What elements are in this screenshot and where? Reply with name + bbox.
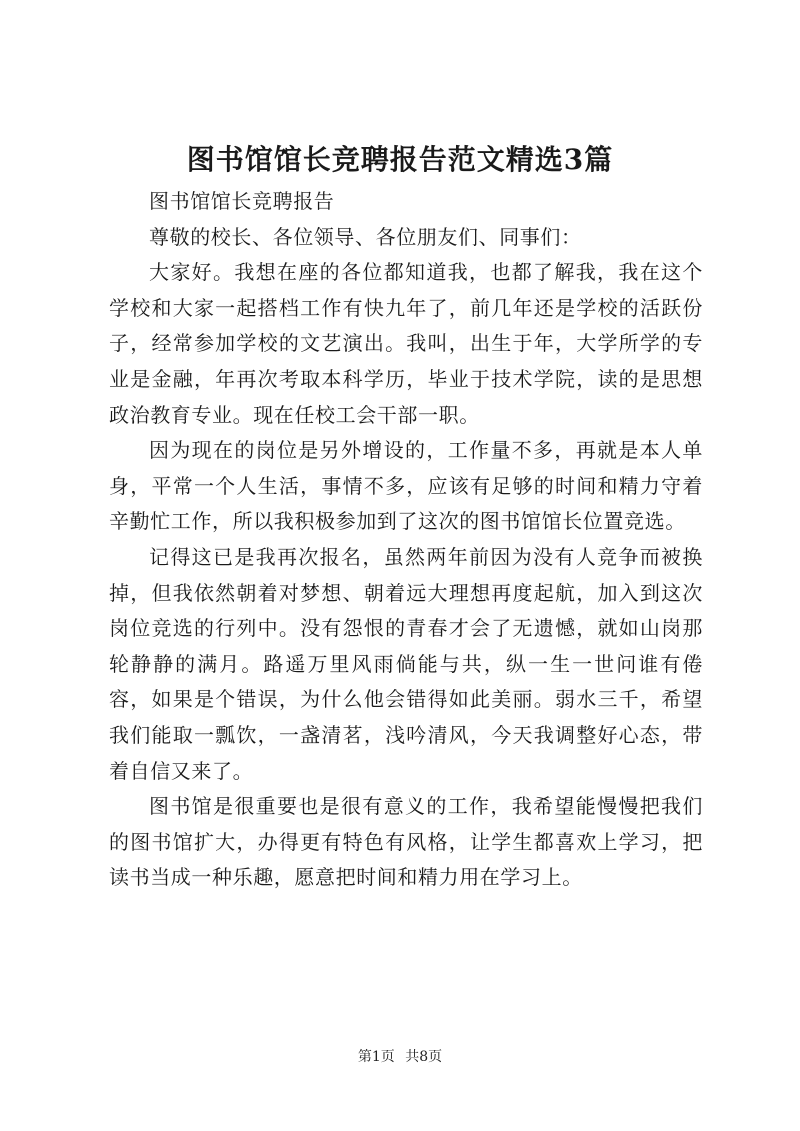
page-footer xyxy=(0,1047,800,1067)
page-total: 共8页 xyxy=(405,1049,443,1065)
paragraph-introduction: 大家好。我想在座的各位都知道我，也都了解我，我在这个学校和大家一起搭档工作有快九年了，前几年还是学校的活跃份子，经常参加学校的文艺演出。我叫，出生于年，大学所学的专业是金融，年再次考取本科学历，毕业于技术学院，读的是思想政治教育专业。现在任校工会干部一职。 xyxy=(109,260,703,427)
document-title: 图书馆馆长竞聘报告范文精选3篇 xyxy=(186,143,614,176)
paragraph-reason: 因为现在的岗位是另外增设的，工作量不多，再就是本人单身，平常一个人生活，事情不多，应该有足够的时间和精力守着辛勤忙工作，所以我积极参加到了这次的图书馆馆长位置竞选。 xyxy=(109,438,703,534)
salutation: 尊敬的校长、各位领导、各位朋友们、同事们： xyxy=(149,224,582,249)
section-heading: 图书馆馆长竞聘报告 xyxy=(149,189,335,213)
paragraph-goals: 图书馆是很重要也是很有意义的工作，我希望能慢慢把我们的图书馆扩大，办得更有特色有风格，让学生都喜欢上学习，把读书当成一种乐趣，愿意把时间和精力用在学习上。 xyxy=(109,794,703,890)
paragraph-history: 记得这已是我再次报名，虽然两年前因为没有人竞争而被换掉，但我依然朝着对梦想、朝着远大理想再度起航，加入到这次岗位竞选的行列中。没有怨恨的青春才会了无遗憾，就如山岗那轮静静的满月。路遥万里风雨倘能与共，纵一生一世问谁有倦容，如果是个错误，为什么他会错得如此美丽。弱水三千，希望我们能取一瓢饮，一盏清茗，浅吟清风，今天我调整好心态，带着自信又来了。 xyxy=(109,544,703,783)
page-number: 第1页 xyxy=(357,1049,395,1065)
document-body xyxy=(109,184,703,896)
